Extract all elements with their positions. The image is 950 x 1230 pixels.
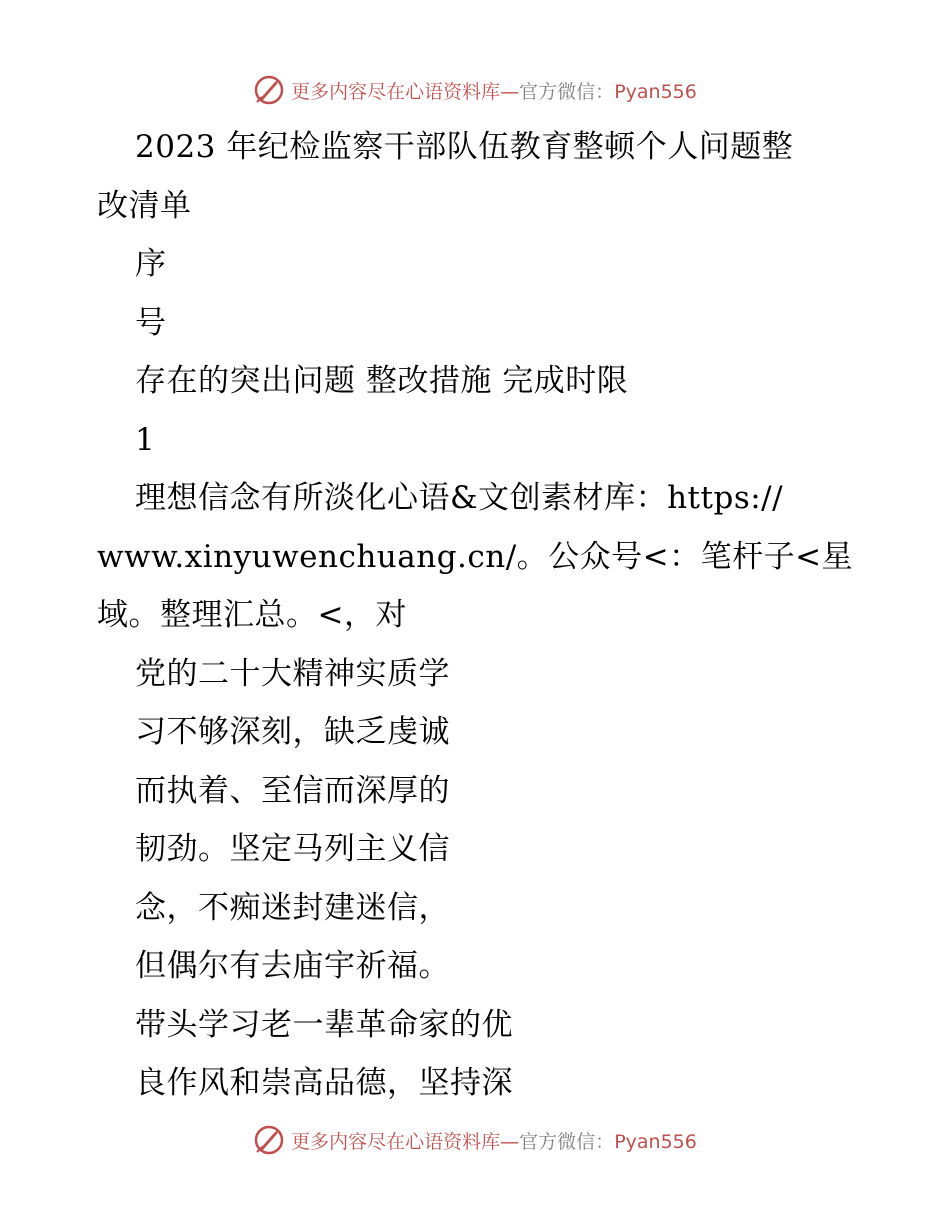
watermark-text: 更多内容尽在心语资料库—官方微信：Pyan556 [291,80,697,103]
document-line: 存在的突出问题 整改措施 完成时限 [135,363,629,399]
document-line: 理想信念有所淡化心语&文创素材库：https:// [135,480,784,516]
document-line: 韧劲。坚定马列主义信 [135,831,450,867]
document-line: 带头学习老一辈革命家的优 [135,1006,513,1043]
document-line: 党的二十大精神实质学 [135,655,450,692]
header-watermark [0,70,950,110]
document-line: 2023 年纪检监察干部队伍教育整顿个人问题整 [135,129,794,165]
document-line: 号 [135,304,167,341]
watermark-text: 更多内容尽在心语资料库—官方微信：Pyan556 [291,1130,697,1153]
document-line: 域。整理汇总。<，对 [97,597,407,633]
document-line: 习不够深刻，缺乏虔诚 [135,714,450,750]
document-line: 改清单 [97,187,192,224]
document-body [97,118,854,1113]
document-line: 序 [135,246,167,282]
quill-pen-seal-icon [253,1124,285,1156]
document-line: 念，不痴迷封建迷信， [135,889,450,926]
footer-watermark [0,1120,950,1160]
document-line: 而执着、至信而深厚的 [135,772,450,809]
document-line: 但偶尔有去庙宇祈福。 [135,948,450,984]
quill-pen-seal-icon [253,74,285,106]
document-line: 1 [135,421,156,458]
document-line: 良作风和崇高品德，坚持深 [135,1065,513,1101]
document-line: www.xinyuwenchuang.cn/。公众号<：笔杆子<星 [97,538,854,575]
